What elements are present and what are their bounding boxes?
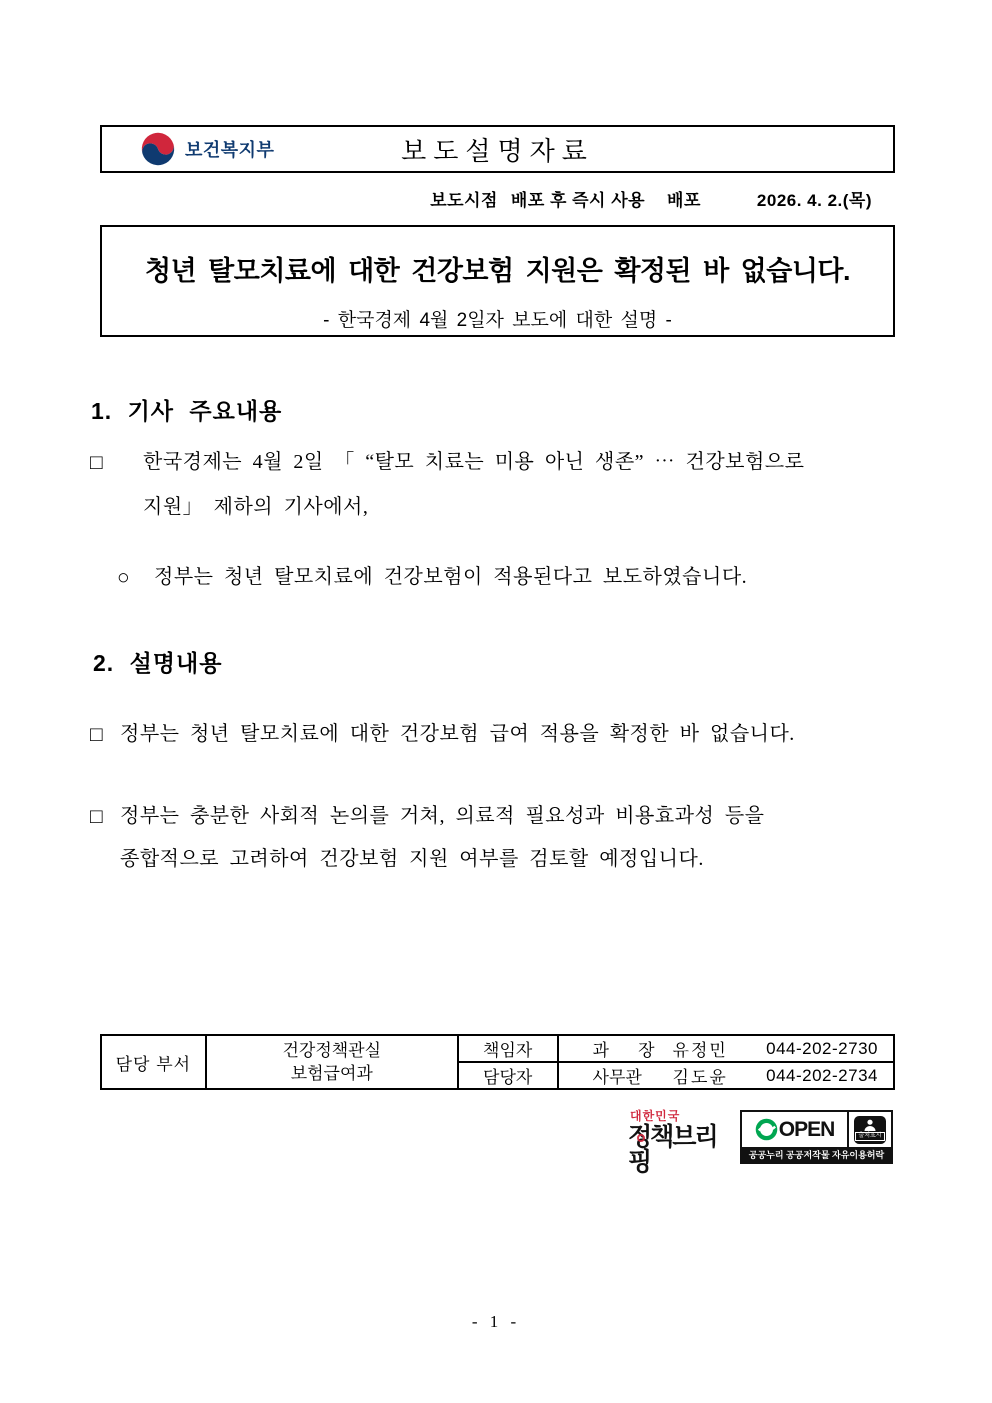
open-o-icon xyxy=(755,1118,778,1141)
square-bullet-icon: □ xyxy=(90,450,104,474)
section1-paragraph-2 xyxy=(117,555,747,600)
paragraph-line: 정부는 청년 탈모치료에 대한 건강보험 급여 적용을 확정한 바 없습니다. xyxy=(120,723,795,745)
paragraph-line: 종합적으로 고려하여 건강보험 지원 여부를 검토할 예정입니다. xyxy=(120,848,704,870)
paragraph-line: 정부는 충분한 사회적 논의를 거쳐, 의료적 필요성과 비용효과성 등을 xyxy=(120,805,765,827)
open-kogl-badge xyxy=(740,1110,893,1164)
table-row xyxy=(101,1035,894,1062)
contact-name: 김도윤 xyxy=(672,1068,728,1087)
release-dist-label: 배포 xyxy=(667,191,701,210)
source-attribution-icon xyxy=(854,1116,886,1144)
section2-heading: 2. 설명내용 xyxy=(93,650,223,676)
kogl-license-text: 공공누리 공공저작물 자유이용허락 xyxy=(742,1147,891,1162)
contact-position: 사무관 xyxy=(592,1068,642,1087)
contact-table xyxy=(100,1034,895,1090)
section1-heading: 1. 기사 주요내용 xyxy=(91,398,283,424)
policy-briefing-wordmark: 정책브리핑 xyxy=(628,1123,717,1176)
document-subtitle: - 한국경제 4월 2일자 보도에 대한 설명 - xyxy=(323,310,672,331)
square-bullet-icon: □ xyxy=(90,722,104,746)
dept-label-cell: 담당 부서 xyxy=(101,1035,206,1089)
square-bullet-icon: □ xyxy=(90,804,104,828)
release-info-line xyxy=(100,186,872,211)
paragraph-line: 정부는 청년 탈모치료에 건강보험이 적용된다고 보도하였습니다. xyxy=(154,566,748,588)
policy-briefing-logo xyxy=(628,1110,736,1175)
contact-phone: 044-202-2730 xyxy=(766,1038,878,1058)
ministry-name: 보건복지부 xyxy=(185,140,275,160)
section1-paragraph-1 xyxy=(90,440,804,530)
role-cell: 담당자 xyxy=(458,1062,558,1089)
doc-type-title: 보도설명자료 xyxy=(401,136,594,166)
paragraph-line: 한국경제는 4월 2일 「 “탈모 치료는 미용 아닌 생존” ⋯ 건강보험으로 xyxy=(143,451,805,473)
contact-name: 유정민 xyxy=(672,1041,728,1060)
dept-name-cell xyxy=(206,1035,458,1089)
title-box xyxy=(100,225,895,337)
header-box xyxy=(100,125,895,173)
release-timing-value: 배포 후 즉시 사용 xyxy=(510,191,646,210)
contact-phone: 044-202-2734 xyxy=(766,1065,878,1085)
policy-briefing-country-label: 대한민국 xyxy=(630,1109,681,1123)
page-number: - 1 - xyxy=(471,1312,521,1331)
section2-paragraph-1 xyxy=(90,712,795,757)
contact-position: 과 장 xyxy=(592,1041,655,1060)
section2-paragraph-2 xyxy=(90,795,764,881)
contact-cell xyxy=(558,1062,894,1089)
document-title: 청년 탈모치료에 대한 건강보험 지원은 확정된 바 없습니다. xyxy=(145,256,850,286)
circle-bullet-icon: ○ xyxy=(117,565,131,589)
release-timing-label: 보도시점 xyxy=(430,191,498,210)
magnifier-accent-icon xyxy=(637,1134,645,1142)
release-date: 2026. 4. 2.(목) xyxy=(756,191,872,210)
contact-cell xyxy=(558,1035,894,1062)
dept-name-line: 건강정책관실 xyxy=(282,1041,382,1060)
open-wordmark: OPEN xyxy=(778,1117,835,1141)
source-mark-label: 출처표시 xyxy=(855,1132,884,1141)
dept-name-line: 보험급여과 xyxy=(290,1064,373,1083)
paragraph-line: 지원」 제하의 기사에서, xyxy=(143,496,369,518)
role-cell: 책임자 xyxy=(458,1035,558,1062)
